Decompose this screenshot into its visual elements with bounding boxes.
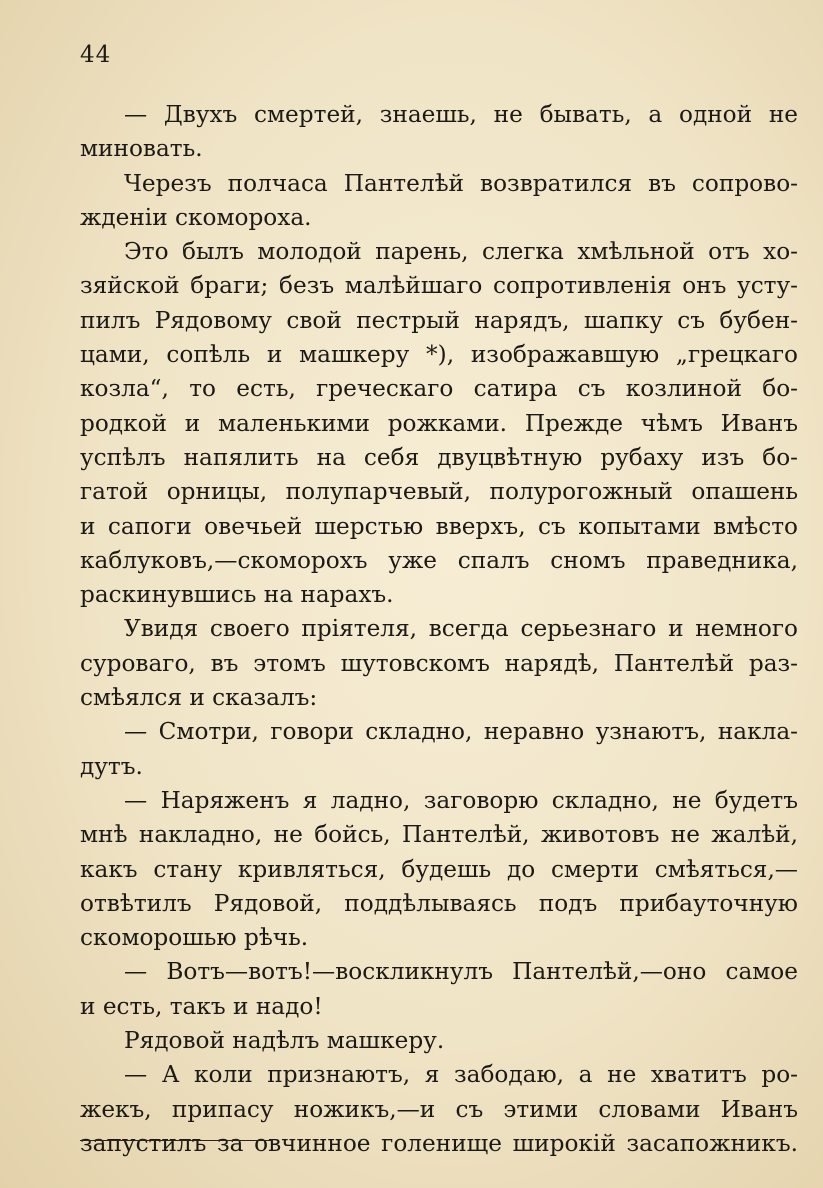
- text-line: — Двухъ смертей, знаешь, не бывать, а одной не: [124, 101, 798, 128]
- text-line: смѣялся и сказалъ:: [80, 684, 318, 712]
- text-line: пилъ Рядовому свой пестрый нарядъ, шапку съ бубен-: [80, 306, 798, 334]
- text-line: запустилъ за овчинное голенище широкій засапожникъ.: [80, 1129, 798, 1157]
- paragraph-8: [80, 1024, 798, 1058]
- text-line: каблуковъ,—скоморохъ уже спалъ сномъ праведника,: [80, 546, 798, 574]
- text-line: козла“, то есть, греческаго сатира съ козлиной бо-: [80, 375, 798, 403]
- text-line: и есть, такъ и надо!: [80, 992, 323, 1020]
- paragraph-6: [80, 784, 798, 955]
- paragraph-2: [80, 167, 798, 236]
- text-line: — А коли признаютъ, я забодаю, а не хватитъ ро-: [124, 1061, 798, 1089]
- text-line: мнѣ накладно, не бойсь, Пантелѣй, животовъ не жалѣй,: [80, 821, 798, 849]
- text-line: — Вотъ—вотъ!—воскликнулъ Пантелѣй,—оно самое: [124, 958, 798, 986]
- text-line: и сапоги овечьей шерстью вверхъ, съ копытами вмѣсто: [80, 512, 798, 540]
- text-line: жденіи скомороха.: [80, 203, 312, 231]
- text-line: Увидя своего пріятеля, всегда серьезнаго и немного: [124, 615, 798, 643]
- page-text-body: [80, 98, 798, 1161]
- text-line: дутъ.: [80, 752, 143, 780]
- text-line: отвѣтилъ Рядовой, поддѣлываясь подъ прибауточную: [80, 889, 798, 917]
- text-line: Черезъ полчаса Пантелѣй возвратился въ сопрово-: [124, 169, 798, 197]
- paragraph-9: [80, 1058, 798, 1161]
- text-line: миновать.: [80, 135, 203, 163]
- text-line: — Наряженъ я ладно, заговорю складно, не будетъ: [124, 786, 798, 814]
- text-line: скоморошью рѣчь.: [80, 924, 309, 952]
- text-line: зяйской браги; безъ малѣйшаго сопротивленія онъ усту-: [80, 272, 798, 300]
- text-line: жекъ, припасу ножикъ,—и съ этими словами Иванъ: [80, 1095, 798, 1123]
- paragraph-1: [80, 98, 798, 167]
- text-line: Рядовой надѣлъ машкеру.: [124, 1027, 445, 1055]
- text-line: — Смотри, говори складно, неравно узнаютъ, накла-: [124, 718, 798, 746]
- footnote-rule: [80, 1140, 272, 1141]
- paragraph-5: [80, 715, 798, 784]
- text-line: гатой орницы, полупарчевый, полурогожный опашень: [80, 478, 798, 506]
- text-line: родкой и маленькими рожками. Прежде чѣмъ Иванъ: [80, 409, 798, 437]
- text-line: суроваго, въ этомъ шутовскомъ нарядѣ, Пантелѣй раз-: [80, 649, 798, 677]
- paragraph-4: [80, 612, 798, 715]
- text-line: какъ стану кривляться, будешь до смерти смѣяться,—: [80, 855, 798, 883]
- paragraph-3: [80, 235, 798, 612]
- page-number: 44: [80, 42, 112, 68]
- paragraph-7: [80, 955, 798, 1024]
- text-line: успѣлъ напялить на себя двуцвѣтную рубаху изъ бо-: [80, 443, 798, 471]
- text-line: Это былъ молодой парень, слегка хмѣльной отъ хо-: [124, 238, 798, 266]
- text-line: раскинувшись на нарахъ.: [80, 581, 394, 609]
- text-line: цами, сопѣль и машкеру *), изображавшую „грецкаго: [80, 341, 798, 369]
